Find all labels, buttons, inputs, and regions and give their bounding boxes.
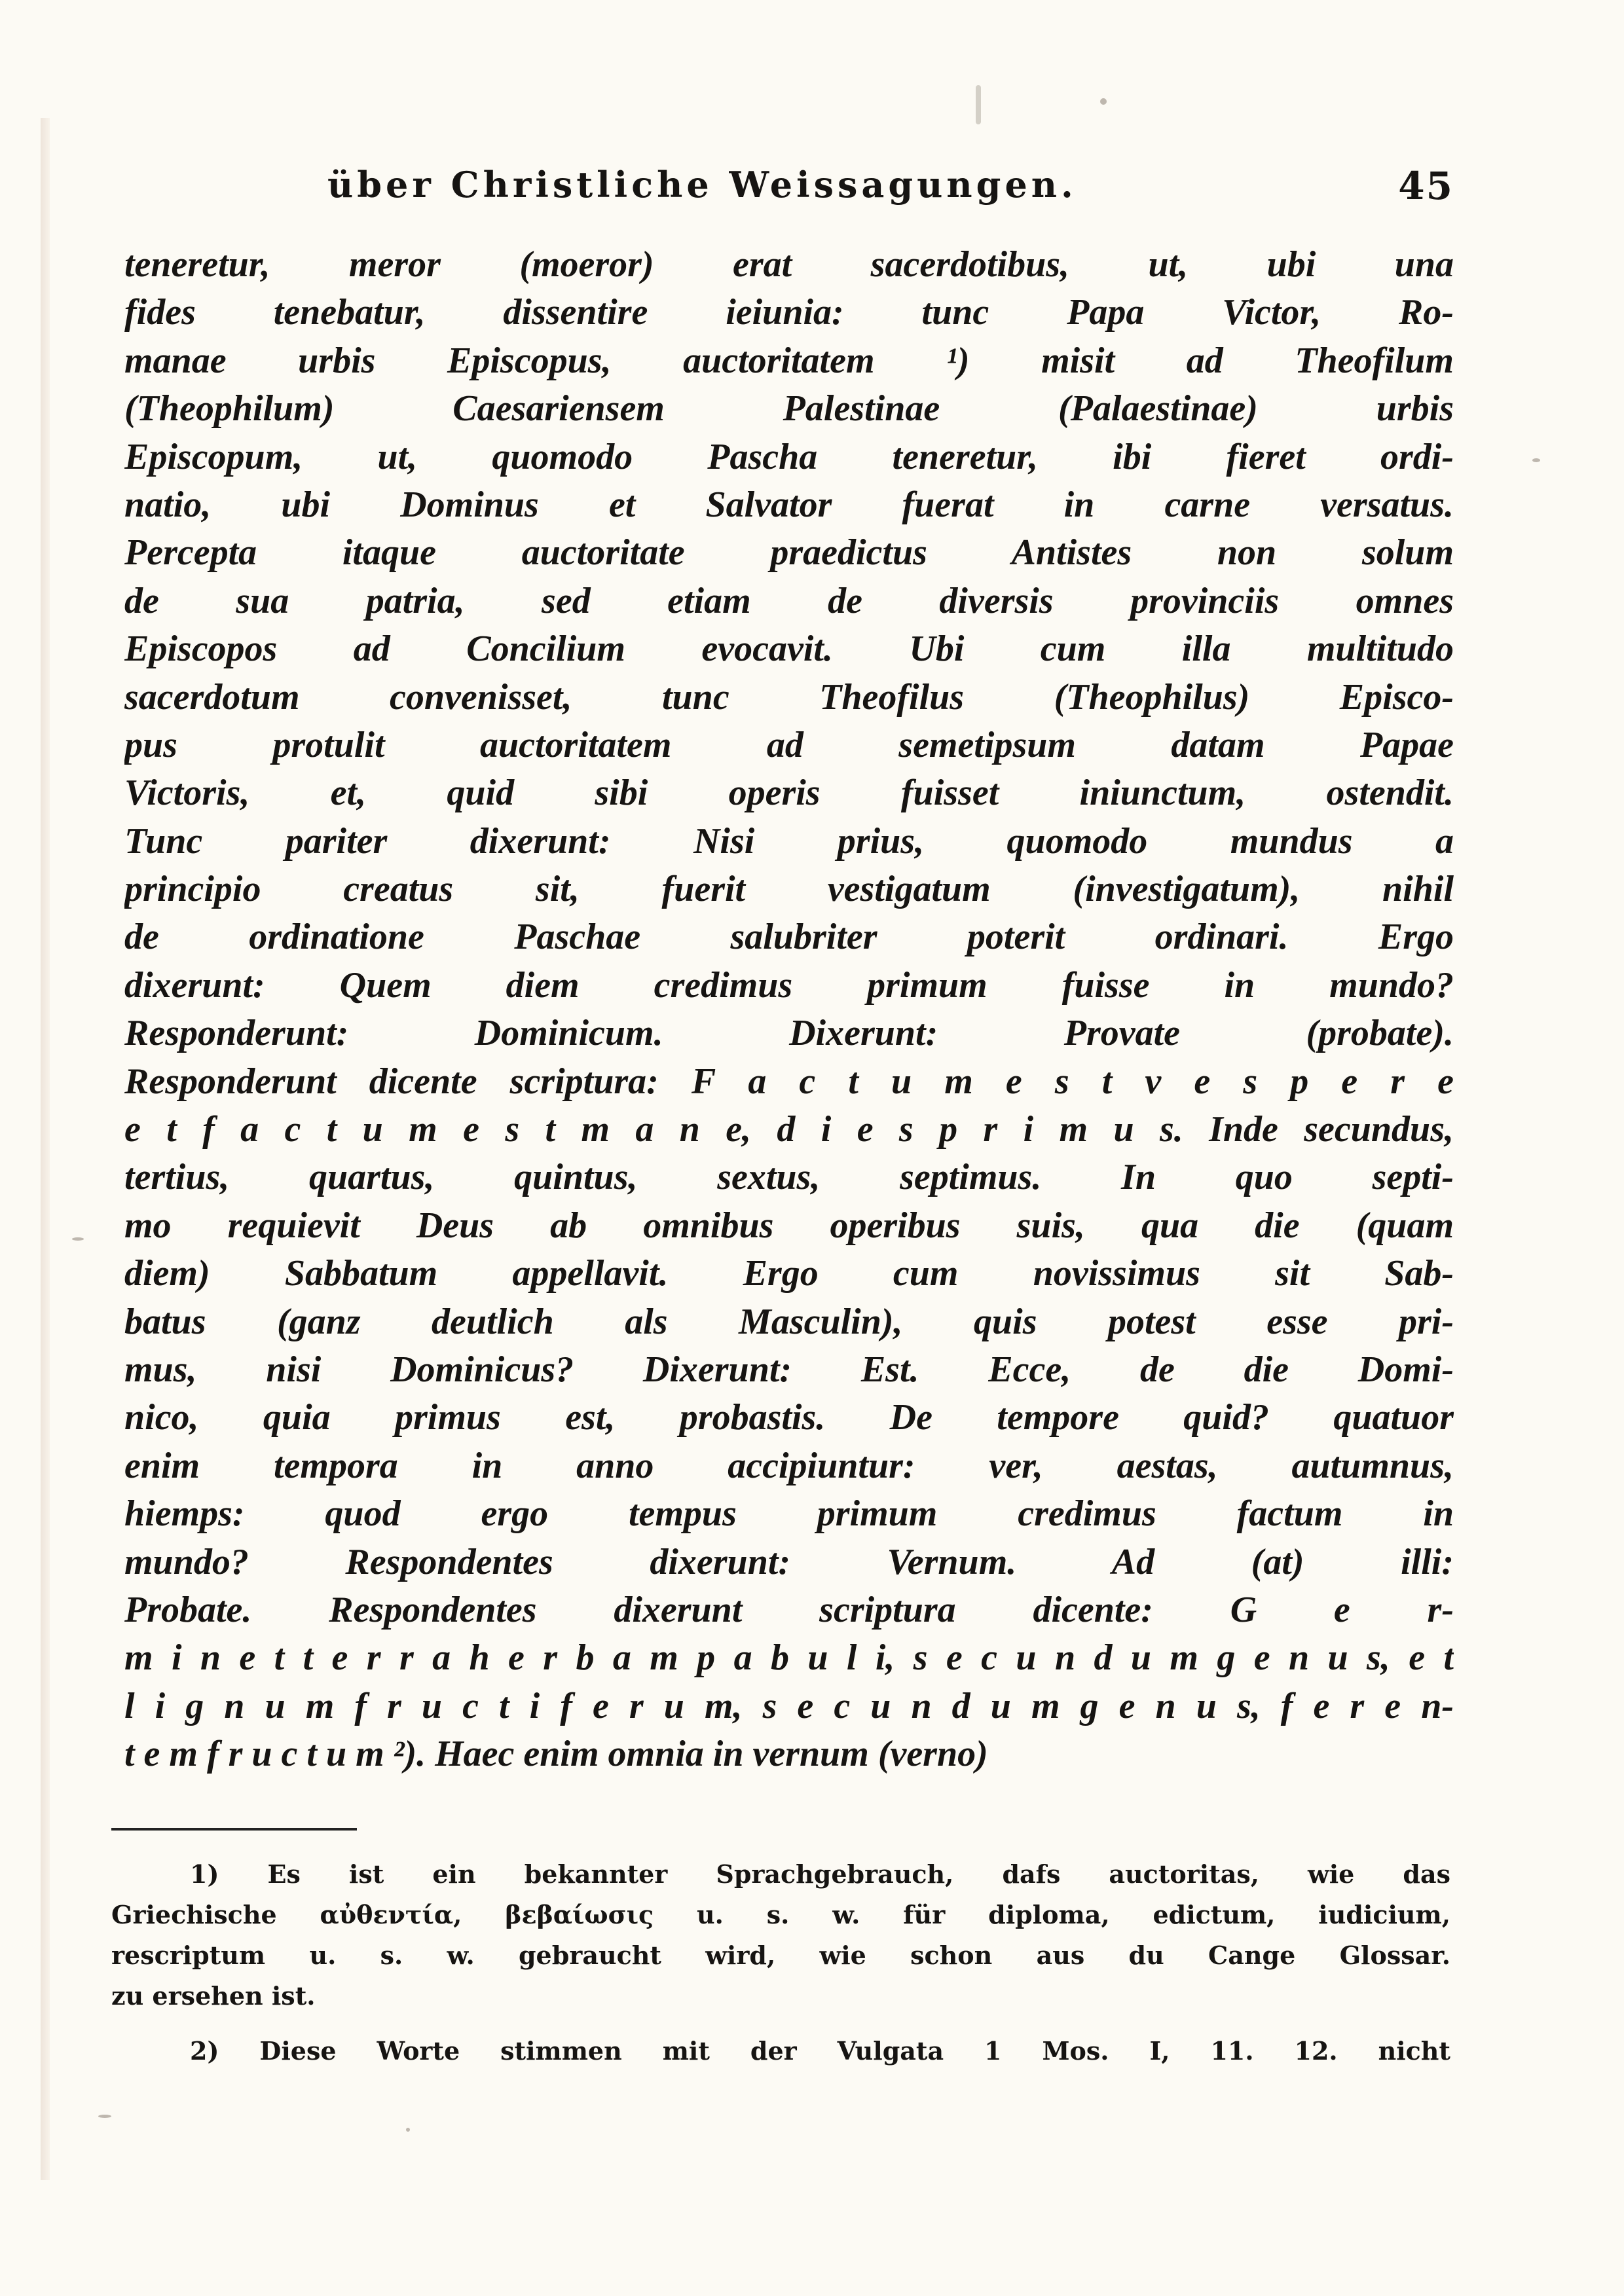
text-line: Responderunt: Dominicum. Dixerunt: Provate (probate). [124,1013,1454,1054]
text-line: de sua patria, sed etiam de diversis provinciis omnes [124,580,1454,621]
text-line: teneretur, meror (moeror) erat sacerdotibus, ut, ubi una [124,244,1454,285]
text-line: diem) Sabbatum appellavit. Ergo cum novissimus sit Sab- [124,1253,1454,1294]
text-line: tertius, quartus, quintus, sextus, septimus. In quo septi- [124,1157,1454,1198]
text-line: Episcopos ad Concilium evocavit. Ubi cum illa multitudo [124,629,1454,670]
page-header [327,164,1454,223]
text-line: enim tempora in anno accipiuntur: ver, aestas, autumnus, [124,1445,1454,1486]
footnote-1 [111,1854,1450,2016]
text-line: dixerunt: Quem diem credimus primum fuisse in mundo? [124,964,1454,1006]
paper-speck [976,85,981,124]
paper-speck [98,2115,111,2118]
text-line: Victoris, et, quid sibi operis fuisset iniunctum, ostendit. [124,773,1454,814]
text-line: pus protulit auctoritatem ad semetipsum datam Papae [124,724,1454,765]
footnote-2 [111,2031,1450,2071]
text-line: Percepta itaque auctoritate praedictus Antistes non solum [124,532,1454,574]
text-line: hiemps: quod ergo tempus primum credimus factum in [124,1493,1454,1535]
text-line: m i n e t t e r r a h e r b a m p a b u l i, s e c u n d u m g e n u s, e t [124,1637,1454,1679]
text-line: de ordinatione Paschae salubriter poterit ordinari. Ergo [124,917,1454,958]
text-line: Tunc pariter dixerunt: Nisi prius, quomodo mundus a [124,820,1454,862]
footnote-divider [111,1828,357,1831]
paper-speck [1100,98,1107,105]
page-edge-shadow [41,118,50,2180]
text-line: (Theophilum) Caesariensem Palestinae (Palaestinae) urbis [124,388,1454,429]
footnote-line: 1) Es ist ein bekannter Sprachgebrauch, dafs auctoritas, wie das [190,1859,1450,1889]
footnote-gap [111,2016,1450,2031]
text-line: sacerdotum convenisset, tunc Theofilus (Theophilus) Episco- [124,676,1454,718]
text-line: fides tenebatur, dissentire ieiunia: tunc Papa Victor, Ro- [124,292,1454,333]
text-line: mundo? Respondentes dixerunt: Vernum. Ad (at) illi: [124,1541,1454,1582]
text-line: l i g n u m f r u c t i f e r u m, s e c u n d u m g e n u s, f e r e n- [124,1685,1454,1726]
footnote-line: zu ersehen ist. [111,1981,316,2011]
page-number: 45 [1398,164,1454,208]
text-line: principio creatus sit, fuerit vestigatum (investigatum), nihil [124,869,1454,910]
main-text [124,241,1454,1779]
text-line: natio, ubi Dominus et Salvator fuerat in carne versatus. [124,484,1454,525]
text-line: t e m f r u c t u m ²). Haec enim omnia in vernum (verno) [124,1734,988,1775]
text-line: mo requievit Deus ab omnibus operibus suis, qua die (quam [124,1205,1454,1246]
footnote-line: 2) Diese Worte stimmen mit der Vulgata 1 Mos. I, 11. 12. nicht [190,2036,1450,2066]
paper-speck [1532,458,1540,462]
text-line: Probate. Respondentes dixerunt scriptura dicente: G e r- [124,1589,1454,1630]
text-line: manae urbis Episcopus, auctoritatem ¹) misit ad Theofilum [124,340,1454,381]
text-line: Responderunt dicente scriptura: F a c t u m e s t v e s p e r e [124,1061,1454,1102]
text-line: nico, quia primus est, probastis. De tempore quid? quatuor [124,1397,1454,1438]
paper-speck [72,1237,84,1241]
text-line: e t f a c t u m e s t m a n e, d i e s p r i m u s. Inde secundus, [124,1109,1454,1150]
footnotes [111,1854,1450,2071]
paper-speck [406,2128,410,2132]
running-title: über Christliche Weissagungen. [327,164,1077,206]
footnote-line: rescriptum u. s. w. gebraucht wird, wie schon aus du Cange Glossar. [111,1941,1450,1970]
text-line: Episcopum, ut, quomodo Pascha teneretur, ibi fieret ordi- [124,436,1454,477]
footnote-line: Griechische αὐθεντία, βεβαίωσις u. s. w. für diploma, edictum, iudicium, [111,1900,1450,1929]
text-line: batus (ganz deutlich als Masculin), quis potest esse pri- [124,1301,1454,1342]
text-line: mus, nisi Dominicus? Dixerunt: Est. Ecce, de die Domi- [124,1349,1454,1390]
